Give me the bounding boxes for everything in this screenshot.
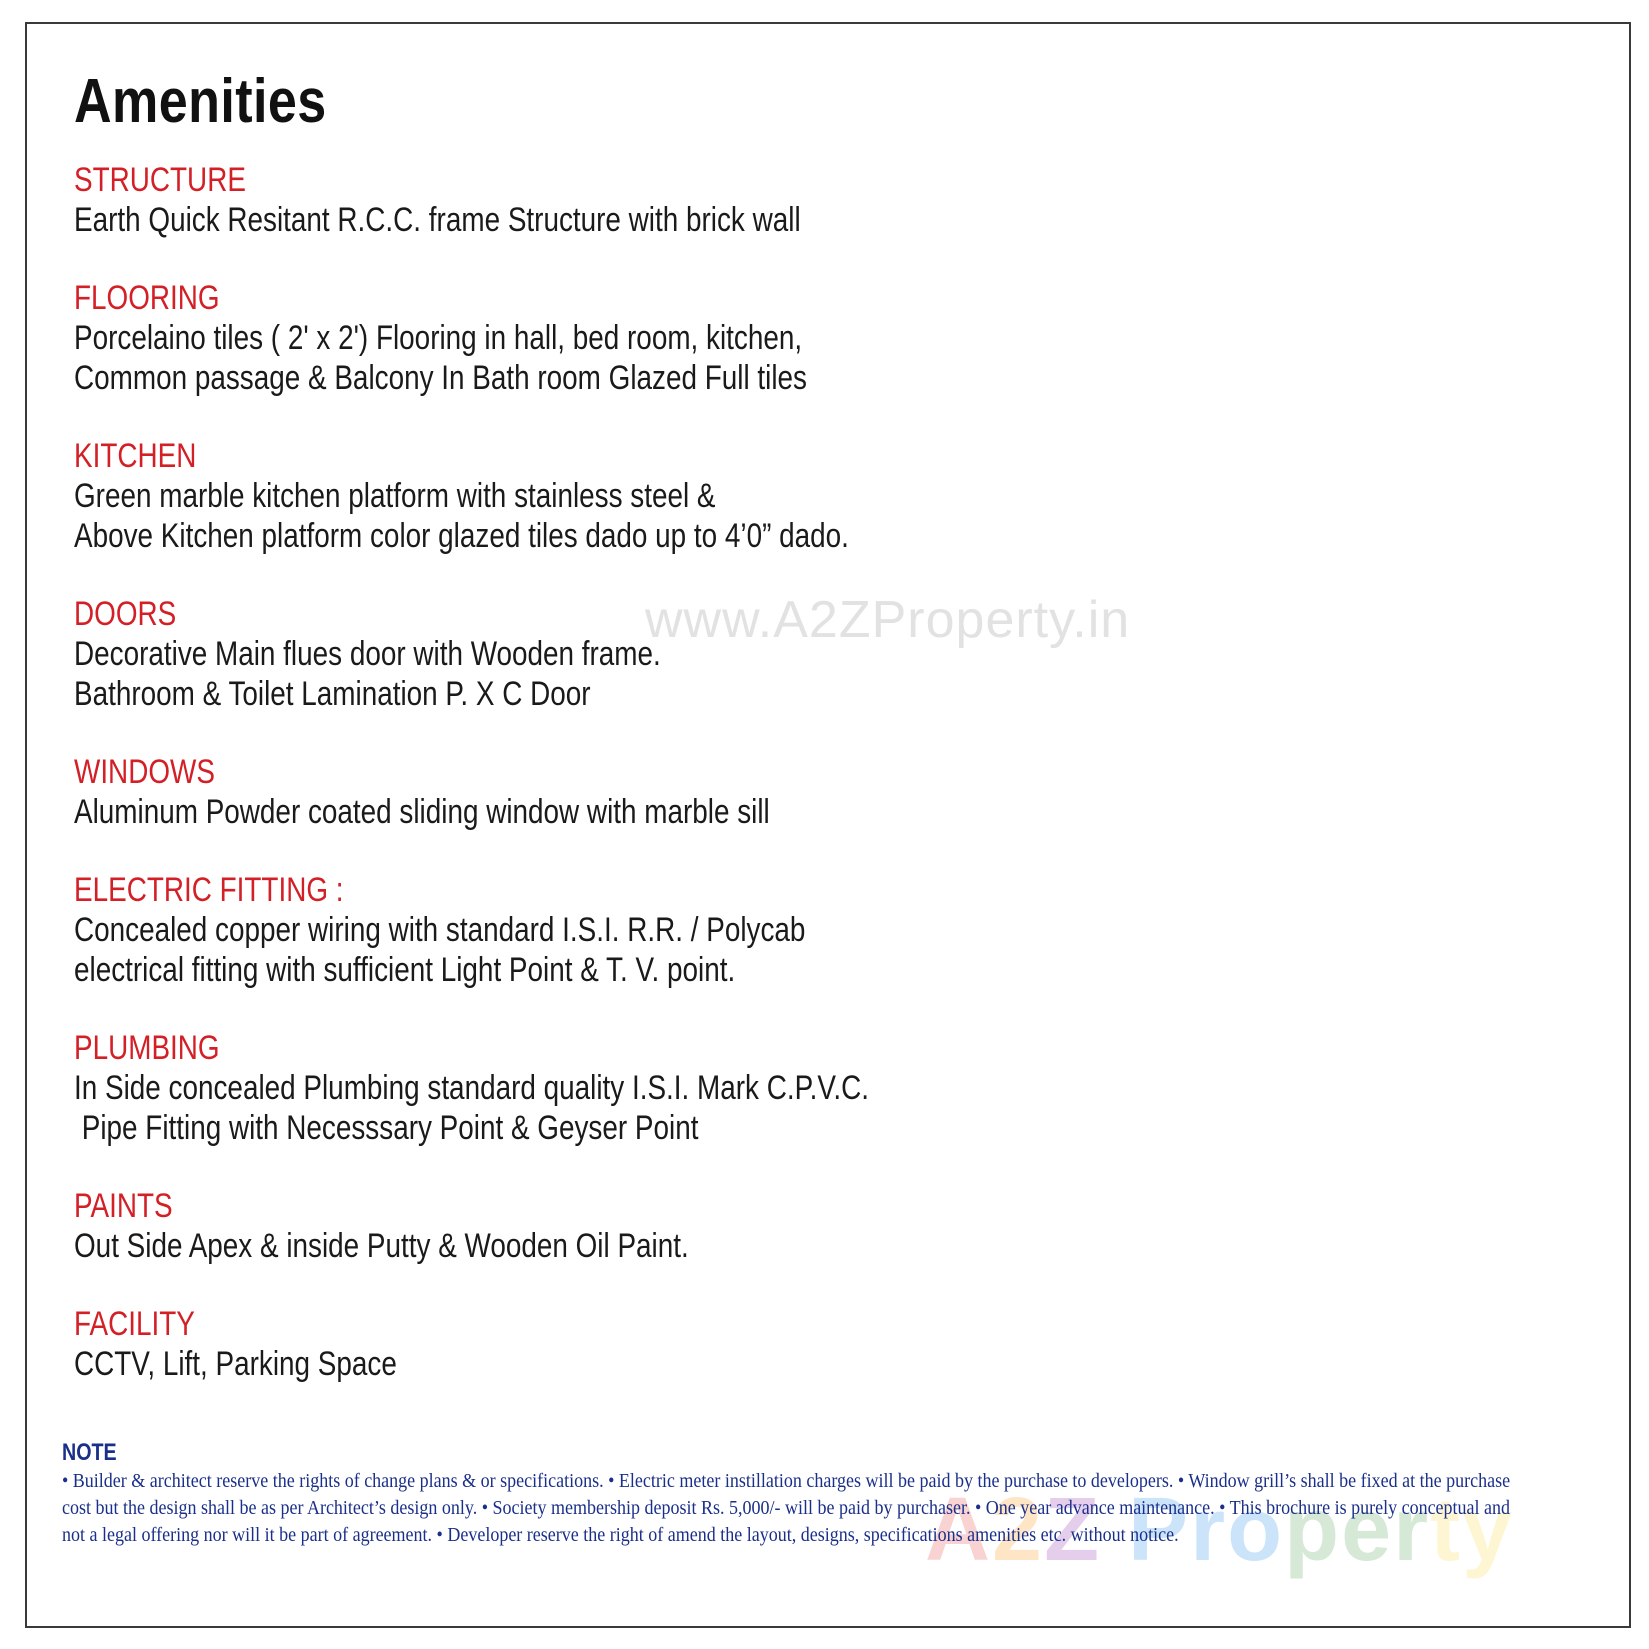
section-plumbing xyxy=(74,1028,1044,1148)
section-heading: PLUMBING xyxy=(74,1029,220,1067)
logo-letter: Pro xyxy=(1101,1480,1285,1580)
section-text: Decorative Main flues door with Wooden frame. xyxy=(74,635,661,673)
logo-letter: A xyxy=(925,1480,992,1580)
section-heading: STRUCTURE xyxy=(74,161,246,199)
section-heading: FLOORING xyxy=(74,279,220,317)
section-doors xyxy=(74,594,790,714)
section-text: Aluminum Powder coated sliding window with marble sill xyxy=(74,793,770,831)
section-text: Common passage & Balcony In Bath room Glazed Full tiles xyxy=(74,359,807,397)
section-text: Earth Quick Resitant R.C.C. frame Structure with brick wall xyxy=(74,201,801,239)
section-windows xyxy=(74,752,922,832)
section-heading: WINDOWS xyxy=(74,753,215,791)
note-block xyxy=(62,1438,1602,1549)
website-watermark: www.A2ZProperty.in xyxy=(645,591,1131,649)
section-flooring xyxy=(74,278,968,398)
logo-letter: ty xyxy=(1430,1480,1515,1580)
section-text: Out Side Apex & inside Putty & Wooden Oil Paint. xyxy=(74,1227,689,1265)
section-heading: PAINTS xyxy=(74,1187,173,1225)
section-text: electrical fitting with sufficient Light Point & T. V. point. xyxy=(74,951,736,989)
page-title: Amenities xyxy=(74,67,327,136)
section-heading: KITCHEN xyxy=(74,437,197,475)
section-heading: FACILITY xyxy=(74,1305,195,1343)
section-text: Green marble kitchen platform with stainless steel & xyxy=(74,477,716,515)
logo-letter: 2 xyxy=(992,1480,1045,1580)
section-heading: ELECTRIC FITTING : xyxy=(74,871,344,909)
logo-letter: per xyxy=(1284,1480,1431,1580)
section-kitchen xyxy=(74,436,1019,556)
section-structure xyxy=(74,160,960,240)
section-paints xyxy=(74,1186,824,1266)
note-text: not a legal offering nor will it be part of agreement. • Developer reserve the right of amend the layout, designs, specifications amenities etc. without notice. xyxy=(62,1524,1179,1546)
section-facility xyxy=(74,1304,468,1384)
section-text: CCTV, Lift, Parking Space xyxy=(74,1345,397,1383)
section-electric-fitting xyxy=(74,870,966,990)
section-text: Porcelaino tiles ( 2' x 2') Flooring in hall, bed room, kitchen, xyxy=(74,319,803,357)
section-text: In Side concealed Plumbing standard quality I.S.I. Mark C.P.V.C. xyxy=(74,1069,870,1107)
section-text: Pipe Fitting with Necesssary Point & Geyser Point xyxy=(74,1109,699,1147)
logo-letter: Z xyxy=(1044,1480,1102,1580)
note-text: cost but the design shall be as per Architect’s design only. • Society membership deposit Rs. 5,000/- will be paid by purchaser. • One year advance maintenance. • This brochure is purely conceptual and xyxy=(62,1497,1511,1519)
section-text: Concealed copper wiring with standard I.S.I. R.R. / Polycab xyxy=(74,911,806,949)
section-heading: DOORS xyxy=(74,595,177,633)
section-text: Above Kitchen platform color glazed tiles dado up to 4’0” dado. xyxy=(74,517,849,555)
section-text: Bathroom & Toilet Lamination P. X C Door xyxy=(74,675,591,713)
note-text: • Builder & architect reserve the rights of change plans & or specifications. • Electric meter instillation charges will be paid by the purchase to developers. • Window grill’s shall be fixed at the purchase xyxy=(62,1470,1511,1492)
note-title: NOTE xyxy=(62,1439,117,1466)
